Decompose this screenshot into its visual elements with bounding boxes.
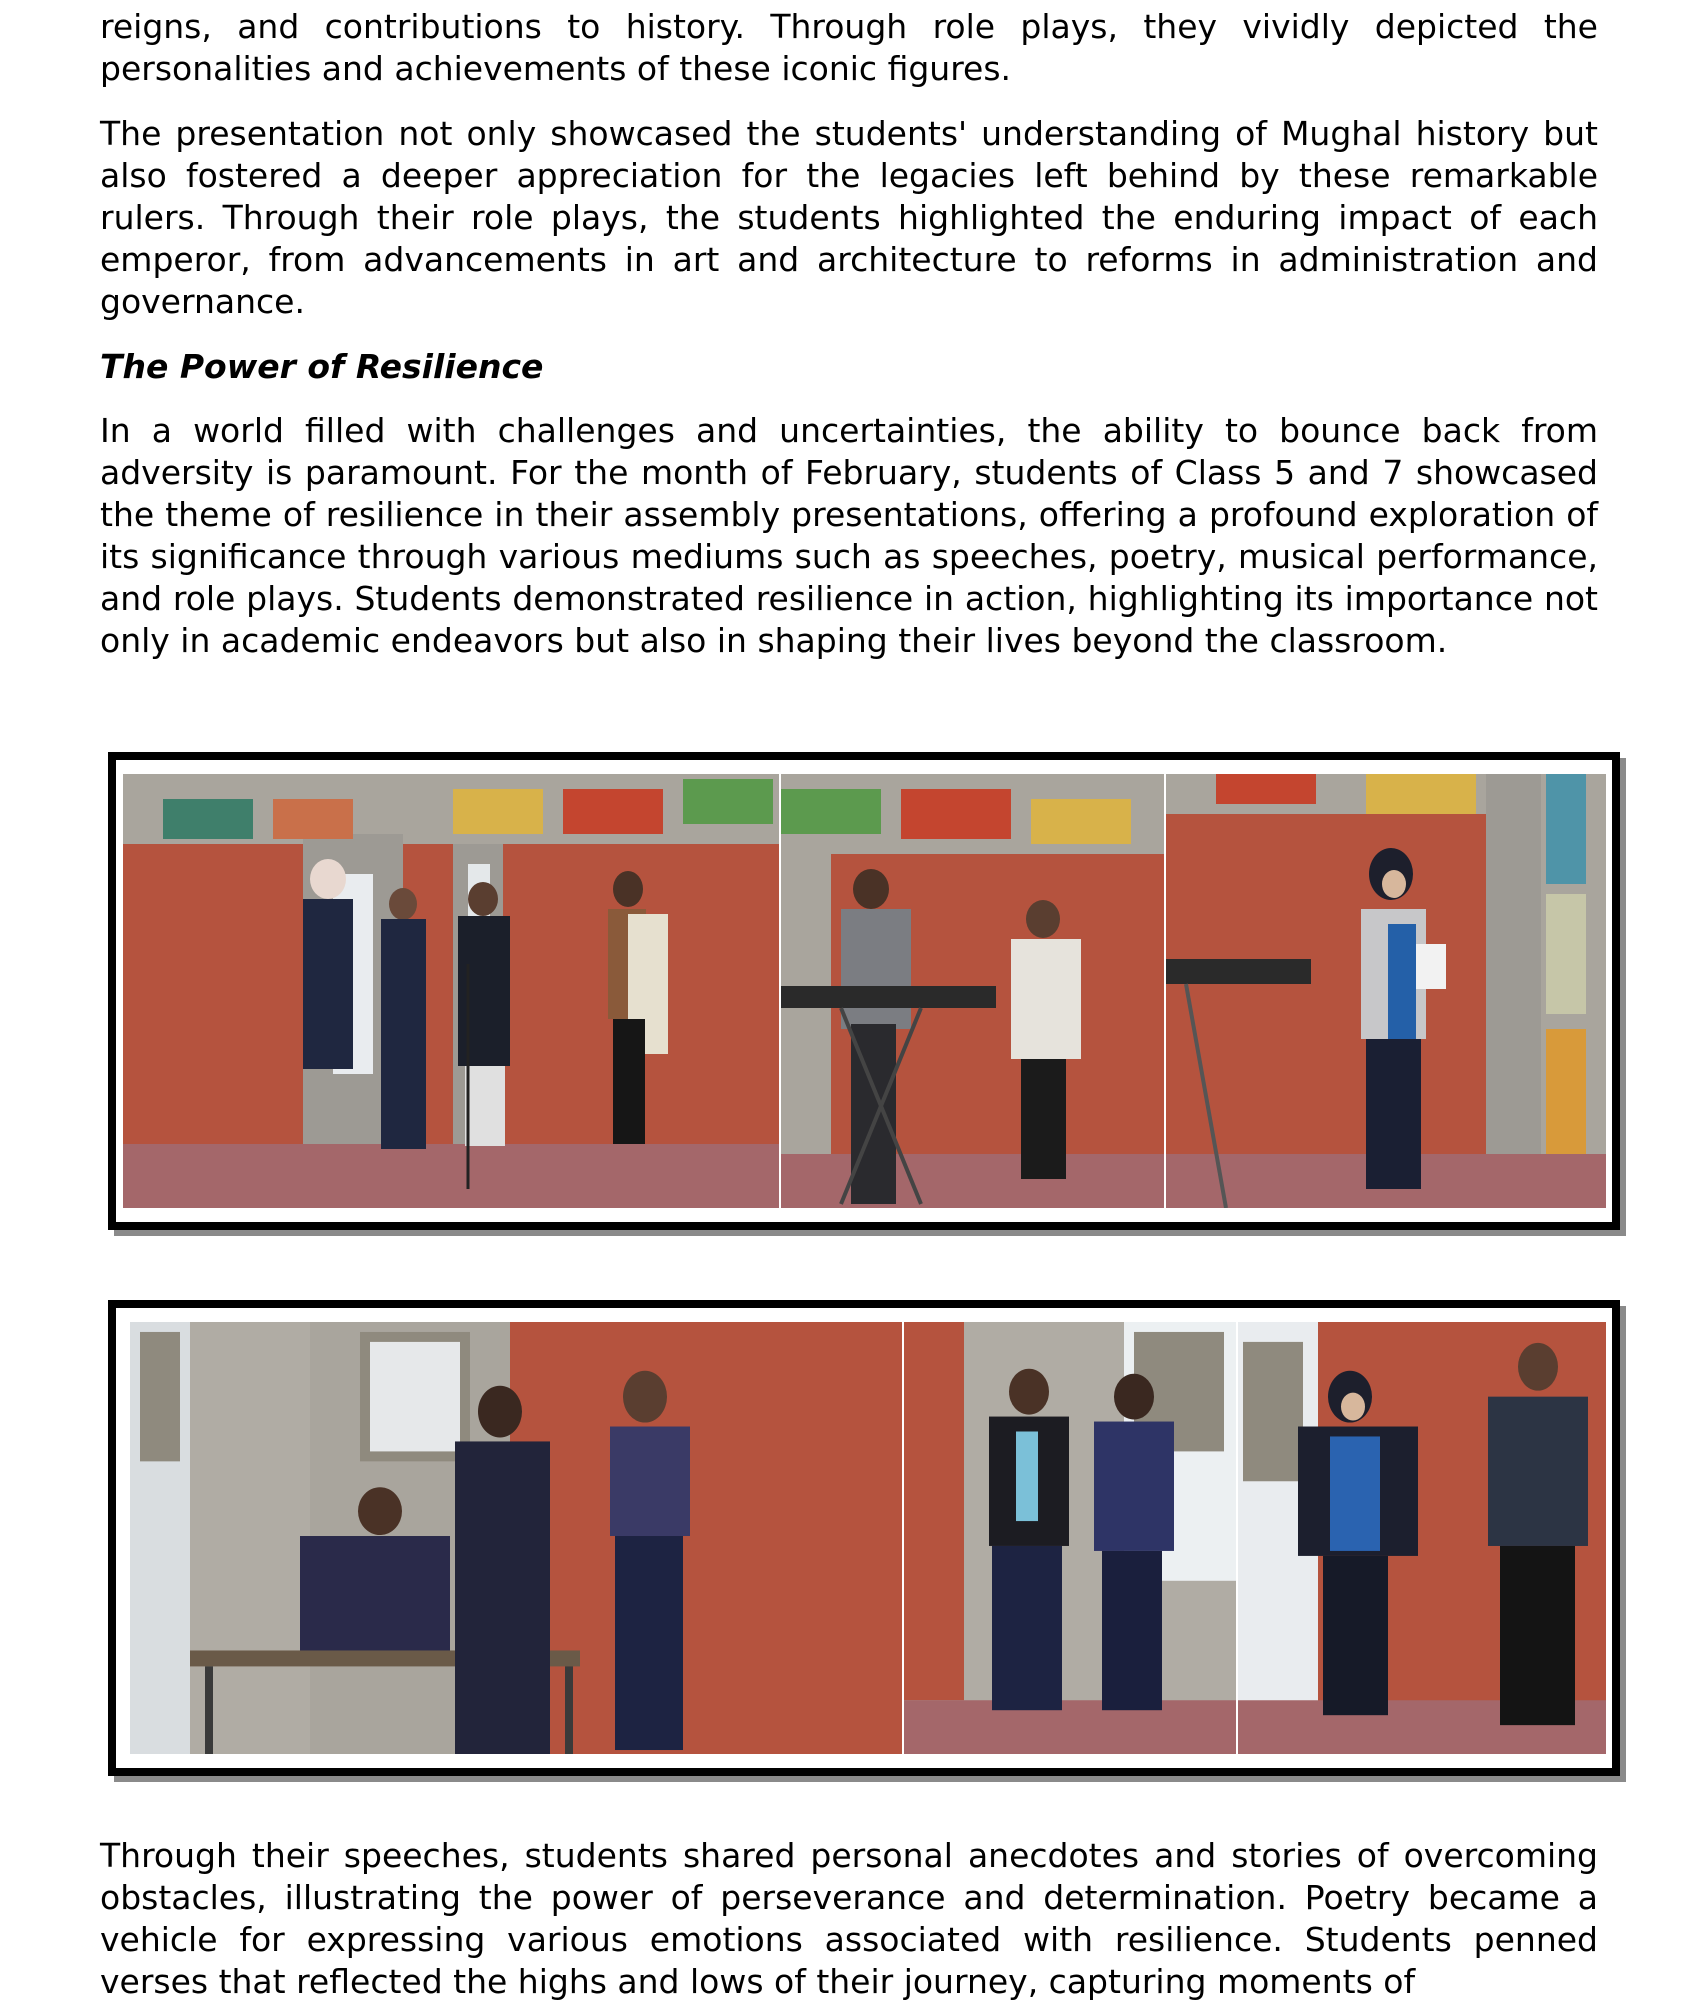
paragraph-mughal-presentation: The presentation not only showcased the students' understanding of Mughal history but also fostered a deeper appreciation for the legacies left behind by these remarkable rulers. Through their role plays, the students highlighted the enduring impact of each emperor, from advancements in art and architecture to reforms in administration and governance.: [100, 114, 1598, 321]
photo-collage-2: [108, 1300, 1620, 1776]
photo-student-and-teacher: [1238, 1322, 1606, 1754]
photo-students-reading-at-desk: [130, 1322, 902, 1754]
photo-keyboard-performance: [781, 774, 1164, 1208]
paragraph-intro: reigns, and contributions to history. Through role plays, they vividly depicted the personalities and achievements of these iconic figures.: [100, 7, 1598, 88]
paragraph-speeches-poetry: Through their speeches, students shared personal anecdotes and stories of overcoming obstacles, illustrating the power of perseverance and determination. Poetry became a vehicle for expressing various emotions associated with resilience. Students penned verses that reflected the highs and lows of their journey, capturing moments of: [100, 1836, 1598, 2001]
section-heading: The Power of Resilience: [100, 347, 544, 386]
paragraph-resilience: In a world filled with challenges and uncertainties, the ability to bounce back from adversity is paramount. For the month of February, students of Class 5 and 7 showcased the theme of resilience in their assembly presentations, offering a profound exploration of its significance through various mediums such as speeches, poetry, musical performance, and role plays. Students demonstrated resilience in action, highlighting its importance not only in academic endeavors but also in shaping their lives beyond the classroom.: [100, 411, 1598, 660]
photo-collage-1: [108, 752, 1620, 1230]
photo-students-at-microphone: [123, 774, 779, 1208]
photo-two-students-speaking: [904, 1322, 1236, 1754]
photo-girl-speaking: [1166, 774, 1606, 1208]
